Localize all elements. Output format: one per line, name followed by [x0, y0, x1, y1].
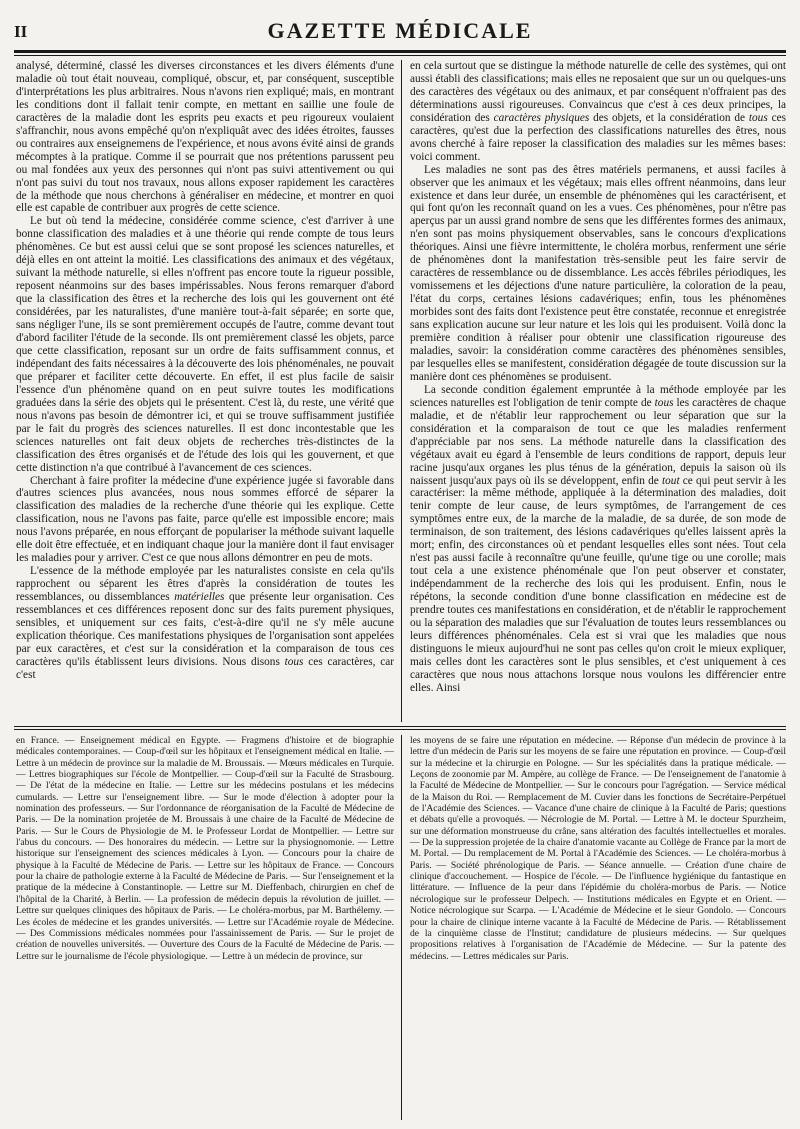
contents-list-left: en France. — Enseignement médical en Egypte. — Fragmens d'histoire et de biographie médicales contemporaines. — Coup-d'œil sur les hôpitaux et l'enseignement médical en Italie. — Lettre à un médecin de province sur la maladie de M. Broussais. — Mœurs médicales en Turquie. — Lettres biographiques sur l'école de Montpellier. — Coup-d'œil sur la Faculté de Strasbourg. — De l'état de la médecine en Italie. — Lettre sur les médecins postulans et les médecins cumulards. — Lettre sur l'enseignement libre. — Sur le mode d'élection à adopter pour la nomination des professeurs. — Sur l'ordonnance de réorganisation de la Faculté de Médecine de Paris. — De la nomination projetée de M. Broussais à une chaire de la Faculté de Médecine de Paris. — Sur le Cours de Physiologie de M. le Professeur Lordat de Montpellier. — Lettre sur l'abus du concours. — Des honoraires du médecin. — Lettre sur la physiognomonie. — Lettre historique sur l'enseignement des sciences médicales à Lyon. — Concours pour la chaire de physique à la Faculté de Médecine de Paris. — Lettre sur les hôpitaux de France. — Concours pour la chaire de pathologie externe à la Faculté de Médecine de Paris. — Sur l'enseignement et la pratique de la médecine à Constantinople. — Lettre sur M. Dieffenbach, chirurgien en chef de l'hôpital de la Charité, à Berlin. — La profession de médecin depuis la révolution de juillet. — Lettre sur quelques cliniques des hôpitaux de Paris. — Le choléra-morbus, par M. Barthélemy. — Les écoles de médecine et les grandes universités. — Lettre sur l'Académie royale de Médecine. — Des Commissions médicales nommées pour l'assainissement de Paris. — Sur le projet de création de nouvelles universités. — Ouverture des Cours de la Faculté de Médecine de Paris. — Lettre sur le journalisme de l'école physiologique. — Lettre à un médecin de province, sur	[16, 735, 394, 962]
column-divider	[401, 60, 402, 722]
section-rule	[14, 729, 786, 730]
column-divider	[401, 735, 402, 1120]
page-number: II	[14, 22, 28, 41]
paragraph: Les maladies ne sont pas des êtres matériels permanens, et aussi faciles à observer que les animaux et les végétaux; mais elles offrent néanmoins, dans leur existence et dans leur durée, un ensemble de phénomènes qui les caractérisent, et qui font qu'on les reconnaît quand on les a vues. Ces phénomènes, pour n'être pas aperçus par un aussi grand nombre de sens que les différentes formes des animaux, n'en sont pas moins physiquement observables, sans le concours d'explications théoriques. Ainsi une fièvre intermittente, le choléra morbus, renferment une série de phénomènes dont la manifestation très-sensible peut les faire servir de caractères de ressemblance ou de dissemblance. Les accès fébriles périodiques, les vomissemens et les déjections d'une nature particulière, la coloration de la peau, l'état du corps, certaines lésions cadavériques; enfin, tous les phénomènes morbides sont des faits dont l'existence peut être constatée, reconnue et enregistrée sans explication aucune sur leur nature et les lois qui les produisent. Voilà donc la première condition à réaliser pour obtenir une classification rigoureuse des maladies, savoir: la considération comme caractères des phénomènes sensibles, par lesquelles elles se manifestent, considération dégagée de toute discussion sur la manière dont ces phénomènes se produisent.	[410, 163, 786, 383]
journal-title: GAZETTE MÉDICALE	[267, 18, 533, 43]
paragraph: Cherchant à faire profiter la médecine d'une expérience jugée si favorable dans d'autres sciences plus avancées, nous nous sommes efforcé de séparer la classification des maladies de la recherche d'une théorie qui les explique. Cette classification, nous ne l'avons pas faite, parce qu'elle est impossible encore; mais nous l'avons préparée, en nous efforçant de populariser la méthode suivant laquelle elle doit être effectuée, et en indiquant chaque jour la manière dont il faut envisager les maladies pour y arriver. C'est ce que nous allons démontrer en peu de mots.	[16, 474, 394, 565]
header-rule-thick	[14, 50, 786, 53]
contents-list-right: les moyens de se faire une réputation en médecine. — Réponse d'un médecin de province à la lettre d'un médecin de Paris sur les moyens de se faire une réputation en province. — Coup-d'œil sur la médecine et la chirurgie en Pologne. — Sur les spécialités dans la pratique médicale. — Leçons de zoonomie par M. Ampère, au collège de France. — De l'enseignement de l'anatomie à la Faculté de Médecine de Montpellier. — Sur le concours pour l'agrégation. — Service médical de la Maison du Roi. — Remplacement de M. Cuvier dans les fonctions de Secrétaire-Perpétuel de l'Académie des Sciences. — Vacance d'une chaire de clinique à la Faculté de Paris; questions et débats qu'elle a provoqués. — Nécrologie de M. Portal. — Lettre à M. le docteur Spurzheim, sur une déformation monstrueuse du crâne, sans altération des facultés intellectuelles et morales. — De la suppression projetée de la chaire d'anatomie vacante au Collège de France par la mort de M. Portal. — Du remplacement de M. Portal à l'Académie des Sciences. — Le choléra-morbus à Paris. — Société phrénologique de Paris. — Séance annuelle. — Création d'une chaire de clinique d'accouchement. — Hospice de l'école. — De l'influence hygiénique du fantastique en littérature. — Influence de la peur dans l'épidémie du choléra-morbus de Paris. — Notice nécrologique sur le professeur Delpech. — Institutions médicales en Egypte et en Orient. — Notice nécrologique sur Scarpa. — L'Académie de Médecine et le sieur Gondolo. — Concours pour la chaire de clinique interne vacante à la Faculté de Médecine de Paris. — Rétablissement de la cinquième classe de l'Institut; candidature de plusieurs médecins. — Sur quelques propositions relatives à l'organisation de l'Académie de Médecine. — Sur la patente des médecins. — Lettres médicales sur Paris.	[410, 735, 786, 962]
paragraph: analysé, déterminé, classé les diverses circonstances et les divers éléments d'une maladie où tout était nouveau, compliqué, obscur, et, par conséquent, susceptible d'interprétations les plus arbitraires. Nous n'avons rien expliqué; mais, en montrant les conditions dont il fallait tenir compte, en mettant en saillie une foule de caractères de la maladie dont les esprits peu exacts et peu rigoureux voulaient s'affranchir, nous avons empêché qu'on n'expliquât avec des idées étroites, fausses ou contraires aux enseignemens de l'expérience, et nous avons évité ainsi de grands mécomptes à la pratique. Comme il se pourrait que nos prétentions parussent peu ou mal fondées aux yeux des personnes qui n'ont pas suivi attentivement ou qui n'ont pas suivi du tout nos travaux, nous allons exposer rapidement les caractères de la méthode que nous cherchons à généraliser en médecine, et montrer en quoi elle est capable de contribuer aux progrès de cette science.	[16, 60, 394, 215]
article-column-right	[410, 60, 786, 720]
paragraph: en cela surtout que se distingue la méthode naturelle de celle des systèmes, qui ont aussi établi des classifications; mais elles ne reposaient que sur un ou quelques-uns des caractères des végétaux ou des animaux, et par conséquent n'offraient pas des déterminations aussi rigoureuses. Convaincus que c'est à ces deux principes, la considération des caractères physiques des objets, et la considération de tous ces caractères, qu'est due la perfection des classifications naturelles des êtres, nous avons cherché à faire reposer la classification des maladies sur les mêmes bases: voici comment.	[410, 60, 786, 163]
article-column-left	[16, 60, 394, 720]
paragraph: La seconde condition également empruntée à la méthode employée par les sciences naturelles est l'obligation de tenir compte de tous les caractères de chaque maladie, et de n'établir leur rapprochement ou leur séparation que sur la considération et la comparaison de tout ce que les maladies renferment d'appréciable par nos sens. La méthode naturelle dans la classification des végétaux avait eu égard à l'ensemble de leurs conditions de rapport, depuis leur racine jusqu'aux organes les plus ténus de la génération, depuis la saison où ils naissent jusqu'aux pays où ils se développent, enfin de tout ce qui peut servir à les caractériser: la même méthode, appliquée à la détermination des maladies, doit tenir compte de leur cause, de leurs symptômes, de l'arrangement de ces symptômes entre eux, de la marche de la maladie, de sa durée, de son mode de terminaison, de son traitement, des lésions cadavériques qu'elles laissent après la mort; enfin, des circonstances où et pendant lesquelles elles sont nées. Tout cela n'est pas aussi facile à reconnaître qu'une feuille, qu'une tige ou une corolle; mais tout cela a une existence phénoménale que l'on peut observer et constater, indépendamment de la recherche des lois qui les produisent. Enfin, nous le répétons, la seconde condition d'une bonne classification en médecine est de prendre toutes ces manifestations en considération, et de n'établir le rapprochement ou la séparation des maladies que sur l'évaluation de toutes leurs ressemblances ou leurs différences phénoménales. Cela est si vrai que les maladies que nous distinguons le mieux aujourd'hui ne sont pas celles qu'on croit le mieux expliquer, mais celles dont les caractères sont le plus sensibles, et c'est uniquement à ces caractères que nous nous attachons lorsque nous voulons les différencier entre elles. Ainsi	[410, 383, 786, 694]
header-rule-thin	[14, 55, 786, 56]
paragraph: L'essence de la méthode employée par les naturalistes consiste en cela qu'ils rapprochent ou séparent les êtres d'après la considération de toutes les ressemblances, ou dissemblances matérielles que présente leur organisation. Ces ressemblances et ces différences reposent donc sur des faits purement physiques, sensibles, et uniquement sur ces faits, c'est-à-dire qu'il ne s'y mêle aucune explication théorique. Ces manifestations physiques de l'organisation sont appelées par eux caractères, et c'est sur la considération et la comparaison de tous ces caractères qu'ils établissent leurs divisions. Nous disons tous ces caractères, car c'est	[16, 565, 394, 681]
page-header	[14, 18, 786, 48]
paragraph: Le but où tend la médecine, considérée comme science, c'est d'arriver à une bonne classification des maladies et à une théorie qui rende compte de tous leurs phénomènes. Ce but est aussi celui que se sont proposé les sciences naturelles, et déjà elles en ont atteint la moitié. Les classifications des animaux et des végétaux, suivant la méthode naturelle, si elles n'offrent pas encore toute la rigueur possible, reposent néanmoins sur des bases impérissables. Nous ferons remarquer d'abord que la classification des êtres et la recherche des lois qui les gouvernent ont été considérées, par les naturalistes, d'une manière tout-à-fait séparée; en sorte que, sans négliger l'une, ils se sont premièrement occupés de l'autre, comme devant tout d'abord faciliter l'étude de la seconde. Ils ont premièrement classé les objets, parce que cette classification, reposant sur un ordre de faits suffisamment connus, et indépendant des faits nécessaires à la découverte des lois phénoménales, ne pouvait que préparer et faciliter cette découverte. En effet, il est plus facile de saisir l'essence d'un phénomène quand on en peut suivre toutes les modifications graduées dans la série des objets qui le présentent. C'est là, du reste, une vérité que nous n'avons pas besoin de démontrer ici, et qui se trouve suffisamment justifiée par le fait du progrès des sciences naturelles. Il est donc incontestable que les sciences naturelles ont fait deux objets de recherches très-distinctes de la classification des êtres organisés et de l'étude des lois qui les gouvernent, et que cette distinction n'a que contribué à l'avancement de ces sciences.	[16, 215, 394, 474]
section-rule	[14, 726, 786, 727]
